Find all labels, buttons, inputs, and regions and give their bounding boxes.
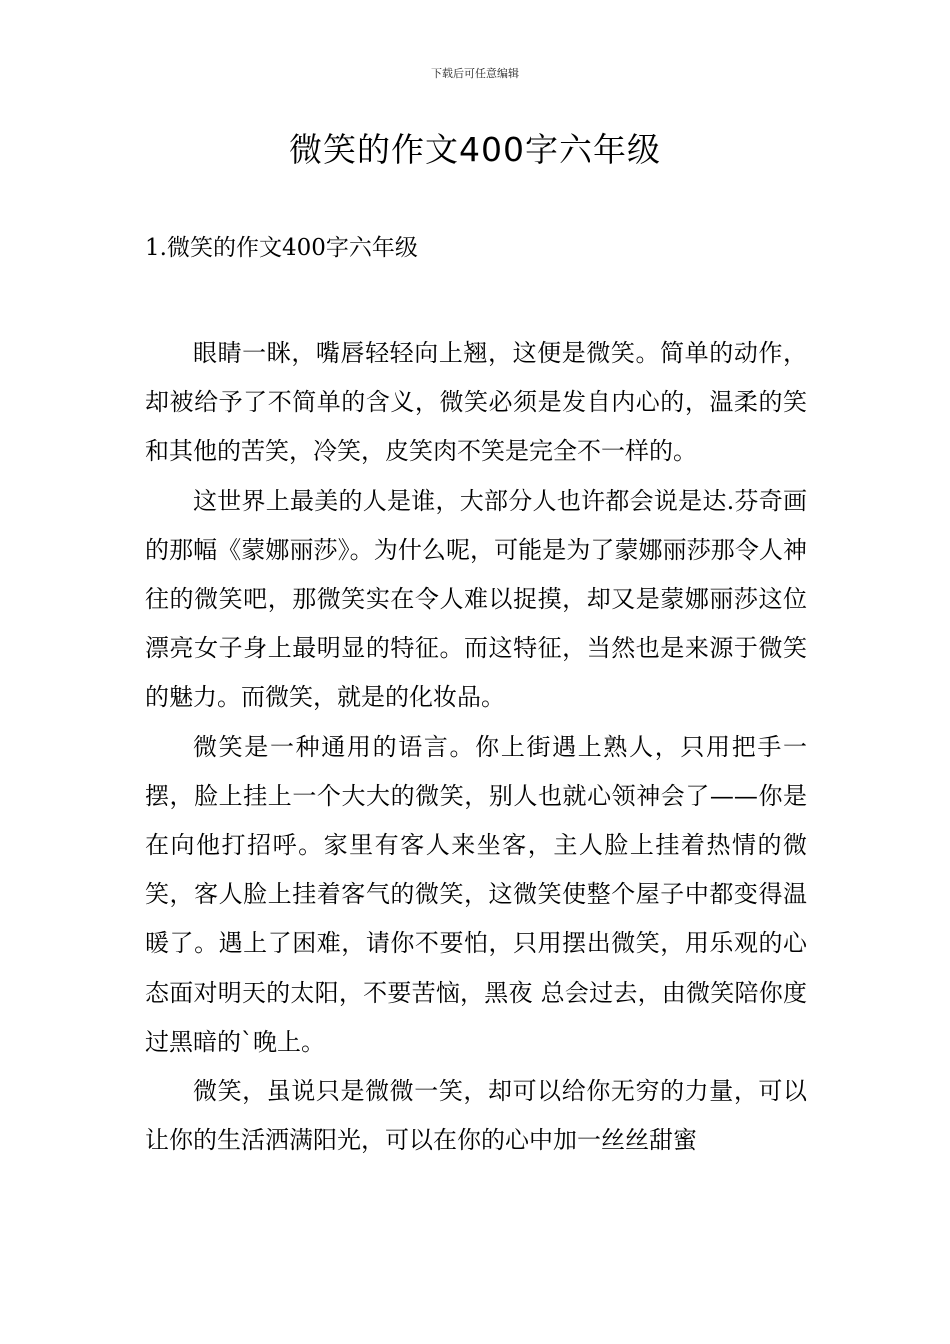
document-title: 微笑的作文400字六年级 [289,130,661,169]
section-heading: 1.微笑的作文400字六年级 [145,235,418,261]
paragraph: 微笑，虽说只是微微一笑，却可以给你无穷的力量，可以让你的生活洒满阳光，可以在你的心中加一丝丝甜蜜 [145,1077,807,1155]
paragraph: 微笑是一种通用的语言。你上街遇上熟人，只用把手一摆，脸上挂上一个大大的微笑，别人也就心领神会了——你是在向他打招呼。家里有客人来坐客，主人脸上挂着热情的微笑，客人脸上挂着客气的微笑，这微笑使整个屋子中都变得温暖了。遇上了困难，请你不要怕，只用摆出微笑，用乐观的心态面对明天的太阳，不要苦恼，黑夜 总会过去，由微笑陪你度过黑暗的`晚上。 [145,732,807,1056]
paragraph: 眼睛一眯，嘴唇轻轻向上翘，这便是微笑。简单的动作，却被给予了不简单的含义，微笑必须是发自内心的，温柔的笑和其他的苦笑，冷笑，皮笑肉不笑是完全不一样的。 [145,339,807,466]
header-note: 下载后可任意编辑 [431,67,519,80]
paragraph: 这世界上最美的人是谁，大部分人也许都会说是达.芬奇画的那幅《蒙娜丽莎》。为什么呢，可能是为了蒙娜丽莎那令人神往的微笑吧，那微笑实在令人难以捉摸，却又是蒙娜丽莎这位漂亮女子身上最明显的特征。而这特征，当然也是来源于微笑的魅力。而微笑，就是的化妆品。 [145,486,807,712]
essay-body [145,329,807,1165]
